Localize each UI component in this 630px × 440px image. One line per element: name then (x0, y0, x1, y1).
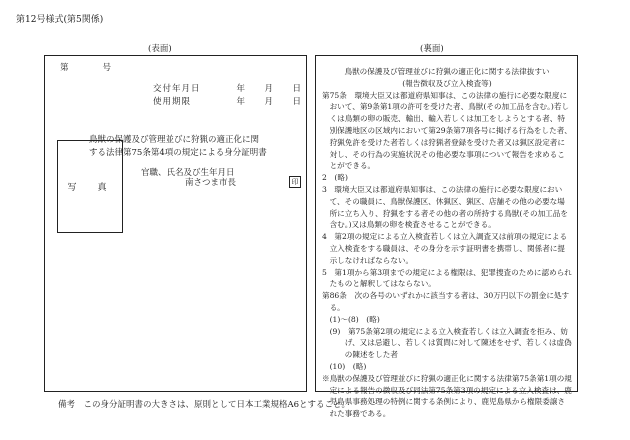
position-name-birthdate: 官職、氏名及び生年月日 (141, 168, 235, 178)
certificate-title: 鳥獣の保護及び管理並びに狩猟の適正化に関 する法律第75条第4項の規定による身分証明書 (89, 135, 267, 158)
law-paragraph: 鳥獣の保護及び管理並びに狩猟の適正化に関する法律抜すい (344, 67, 550, 76)
law-excerpt (322, 66, 572, 420)
back-side-label: (裏面) (420, 44, 444, 54)
law-paragraph: 2 (略) (322, 173, 348, 183)
form-number: 第12号様式(第5関係) (16, 15, 104, 25)
photo-box: 写 真 (57, 140, 123, 233)
law-paragraph: 5 第1項から第3項までの規定による権限は、犯罪捜査のために認められたものと解釈してはならない。 (322, 267, 572, 289)
law-paragraph: 第75条 環境大臣又は都道府県知事は、この法律の施行に必要な限度において、第9条第1項の許可を受けた者、鳥獣(その加工品を含む。)若しくは鳥類の卵の販売、輸出、輸入若しくは加工をしようとする者、特別保護地区の区域内において第29条第7項各号に掲げる行為をした者、狩猟免許を受けた者若しくは狩猟者登録を受けた者又は猟区設定者に対し、その行為の実施状況その他必要な事項について報告を求めることができる。 (322, 90, 572, 171)
valid-until-row: 使用期限 年 月 日 (153, 97, 301, 107)
law-paragraph: (1)〜(8) (略) (329, 314, 380, 324)
front-side-label: (表面) (148, 44, 172, 54)
issuer-mayor: 南さつま市長 (185, 178, 237, 188)
law-paragraph: (9) 第75条第2項の規定による立入検査若しくは立入調査を拒み、妨げ、又は忌避し、若しくは質問に対して陳述をせず、若しくは虚偽の陳述をした者 (329, 326, 572, 360)
law-paragraph: 4 第2項の規定による立入検査若しくは立入調査又は前項の規定による立入検査をする職員は、その身分を示す証明書を携帯し、関係者に提示しなければならない。 (322, 232, 568, 265)
law-paragraph: ※鳥獣の保護及び管理並びに狩猟の適正化に関する法律第75条第1項の規定による報告の徴収及び同法第75条第3項の規定による立入検査は、鹿児島県事務処理の特例に関する条例により、鹿児島県から権限委譲された事務である。 (322, 373, 572, 419)
back-panel (315, 55, 578, 419)
seal-mark: 印 (289, 176, 301, 188)
law-paragraph: 3 環境大臣又は都道府県知事は、この法律の施行に必要な限度において、その職員に、鳥獣保護区、休猟区、猟区、店舗その他の必要な場所に立ち入り、狩猟をする者その他の者の所持する鳥獣(その加工品を含む。)又は鳥類の卵を検査させることができる。 (322, 184, 568, 230)
law-paragraph: 第86条 次の各号のいずれかに該当する者は、30万円以下の罰金に処する。 (322, 291, 570, 312)
law-paragraph: (報告徴収及び立入検査等) (402, 78, 492, 88)
front-panel (44, 55, 307, 392)
certificate-number: 第 号 (60, 63, 112, 73)
remarks-note: 備考 この身分証明書の大きさは、原則として日本工業規格A6とすること。 (58, 400, 351, 410)
issue-date-row: 交付年月日 年 月 日 (153, 84, 301, 94)
law-paragraph: (10) (略) (329, 361, 367, 371)
